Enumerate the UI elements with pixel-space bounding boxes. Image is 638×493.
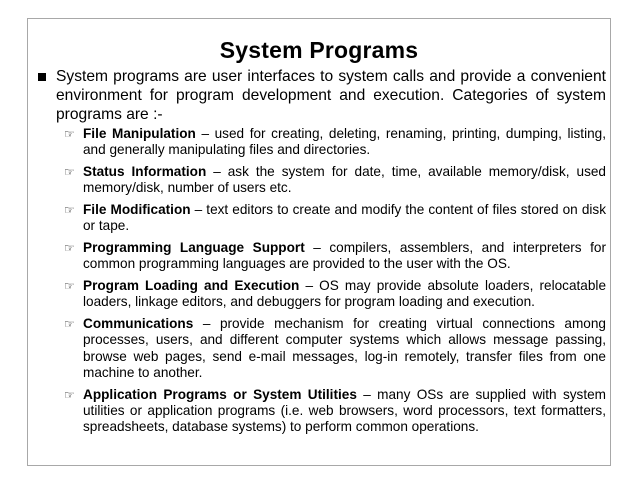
- square-bullet-icon: [36, 69, 50, 83]
- item-term: File Modification: [83, 201, 191, 217]
- item-term: File Manipulation: [83, 126, 196, 141]
- item-term: Communications: [83, 315, 194, 331]
- item-description: – used for creating, deleting, renaming, printing, dumping, listing, and generally manipulating files and directories.: [83, 126, 606, 158]
- intro-paragraph: System programs are user interfaces to system calls and provide a convenient environment for program development and execution. Categories of system programs are :-: [56, 68, 606, 123]
- list-item-programming-language-support: [64, 240, 606, 273]
- item-description: – OS may provide absolute loaders, relocatable loaders, linkage editors, and debuggers for program loading and execution.: [83, 277, 607, 310]
- slide-title: System Programs: [219, 37, 419, 63]
- item-term: Program Loading and Execution: [83, 277, 300, 293]
- item-term: Programming Language Support: [83, 239, 305, 255]
- list-item-file-manipulation: [64, 126, 606, 159]
- item-description: – many OSs are supplied with system utilities or application programs (i.e. web browsers, word processors, text formatters, spreadsheets, database systems) to perform common operations.: [83, 386, 607, 435]
- item-description: – text editors to create and modify the content of files stored on disk or tape.: [83, 201, 606, 234]
- pointing-hand-icon: ☞: [64, 164, 75, 179]
- pointing-hand-icon: ☞: [64, 127, 75, 141]
- list-item-application-programs: [64, 387, 606, 436]
- list-item-communications: [64, 316, 606, 381]
- item-description: – ask the system for date, time, available memory/disk, used memory/disk, number of users etc.: [83, 163, 606, 196]
- pointing-hand-icon: ☞: [64, 278, 75, 293]
- list-item-program-loading-and-execution: [64, 278, 606, 311]
- pointing-hand-icon: ☞: [64, 240, 75, 255]
- pointing-hand-icon: ☞: [64, 387, 75, 402]
- category-list: [64, 126, 606, 441]
- item-description: – provide mechanism for creating virtual connections among processes, users, and different computer systems which allows message passing, browse web pages, send e-mail messages, log-in remotely, transfer files from one machine to another.: [83, 315, 606, 380]
- pointing-hand-icon: ☞: [64, 202, 75, 217]
- list-item-status-information: [64, 164, 606, 197]
- item-term: Status Information: [83, 163, 207, 179]
- item-description: – compilers, assemblers, and interpreters for common programming languages are provided to the user with the OS.: [83, 239, 606, 272]
- pointing-hand-icon: ☞: [64, 316, 75, 331]
- list-item-file-modification: [64, 202, 606, 235]
- item-term: Application Programs or System Utilities: [83, 386, 357, 402]
